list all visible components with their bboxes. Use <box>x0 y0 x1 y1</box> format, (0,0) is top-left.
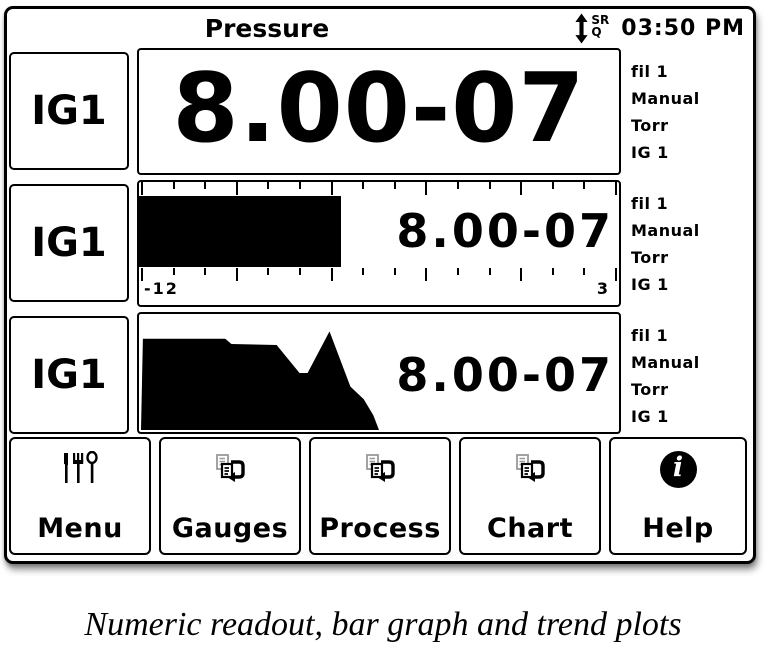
srq-indicator <box>591 14 609 38</box>
bar-fill <box>139 196 341 267</box>
filament-label: fil 1 <box>631 62 669 81</box>
filament-label: fil 1 <box>631 194 669 213</box>
pressure-value-bar: 8.00-07 <box>396 204 614 258</box>
gauge-name-label: IG 1 <box>631 143 669 162</box>
utensils-icon <box>11 448 149 490</box>
bar-scale-ticks-top <box>142 182 616 195</box>
units-label: Torr <box>631 248 669 267</box>
header <box>7 9 753 47</box>
gauge-name-label: IG 1 <box>631 275 669 294</box>
mode-label: Manual <box>631 89 700 108</box>
info-icon: i <box>611 448 745 490</box>
pages-icon <box>461 448 599 490</box>
bar-graph-row <box>7 180 753 308</box>
softkey-row <box>7 437 753 557</box>
mode-label: Manual <box>631 221 700 240</box>
bar-scale-labels <box>144 279 610 298</box>
help-button[interactable] <box>609 437 747 555</box>
pages-icon <box>161 448 299 490</box>
status-cluster <box>574 13 745 44</box>
pressure-value-trend: 8.00-07 <box>396 348 614 402</box>
gauge-id-button-3[interactable]: IG1 <box>9 316 129 434</box>
gauge-info-3 <box>631 322 700 430</box>
process-button[interactable] <box>309 437 451 555</box>
menu-button-label: Menu <box>37 513 123 544</box>
filament-label: fil 1 <box>631 326 669 345</box>
chart-button-label: Chart <box>487 513 573 544</box>
q-label: Q <box>591 25 602 39</box>
gauge-info-2 <box>631 190 700 298</box>
help-button-label: Help <box>642 513 714 544</box>
pressure-value-large: 8.00-07 <box>172 53 586 164</box>
updown-arrow-icon <box>574 13 589 44</box>
gauges-button[interactable] <box>159 437 301 555</box>
menu-button[interactable] <box>9 437 151 555</box>
chart-button[interactable] <box>459 437 601 555</box>
trend-plot <box>137 312 621 434</box>
figure-caption: Numeric readout, bar graph and trend plots <box>84 606 682 643</box>
clock: 03:50 PM <box>621 16 745 41</box>
scale-max-label: 3 <box>596 279 610 298</box>
numeric-readout <box>137 48 621 175</box>
numeric-readout-row <box>7 48 753 176</box>
mode-label: Manual <box>631 353 700 372</box>
gauge-name-label: IG 1 <box>631 407 669 426</box>
bar-graph <box>137 180 621 307</box>
units-label: Torr <box>631 116 669 135</box>
scale-min-label: -12 <box>144 279 179 298</box>
sr-label: SR <box>591 13 610 27</box>
gauges-button-label: Gauges <box>171 513 289 544</box>
trend-plot-row <box>7 312 753 435</box>
gauge-controller-screen <box>4 6 756 564</box>
gauge-id-button-2[interactable]: IG1 <box>9 184 129 302</box>
gauge-info-1 <box>631 58 700 166</box>
process-button-label: Process <box>319 513 441 544</box>
units-label: Torr <box>631 380 669 399</box>
page-title: Pressure <box>204 14 330 43</box>
pages-icon <box>311 448 449 490</box>
gauge-id-button-1[interactable]: IG1 <box>9 52 129 170</box>
